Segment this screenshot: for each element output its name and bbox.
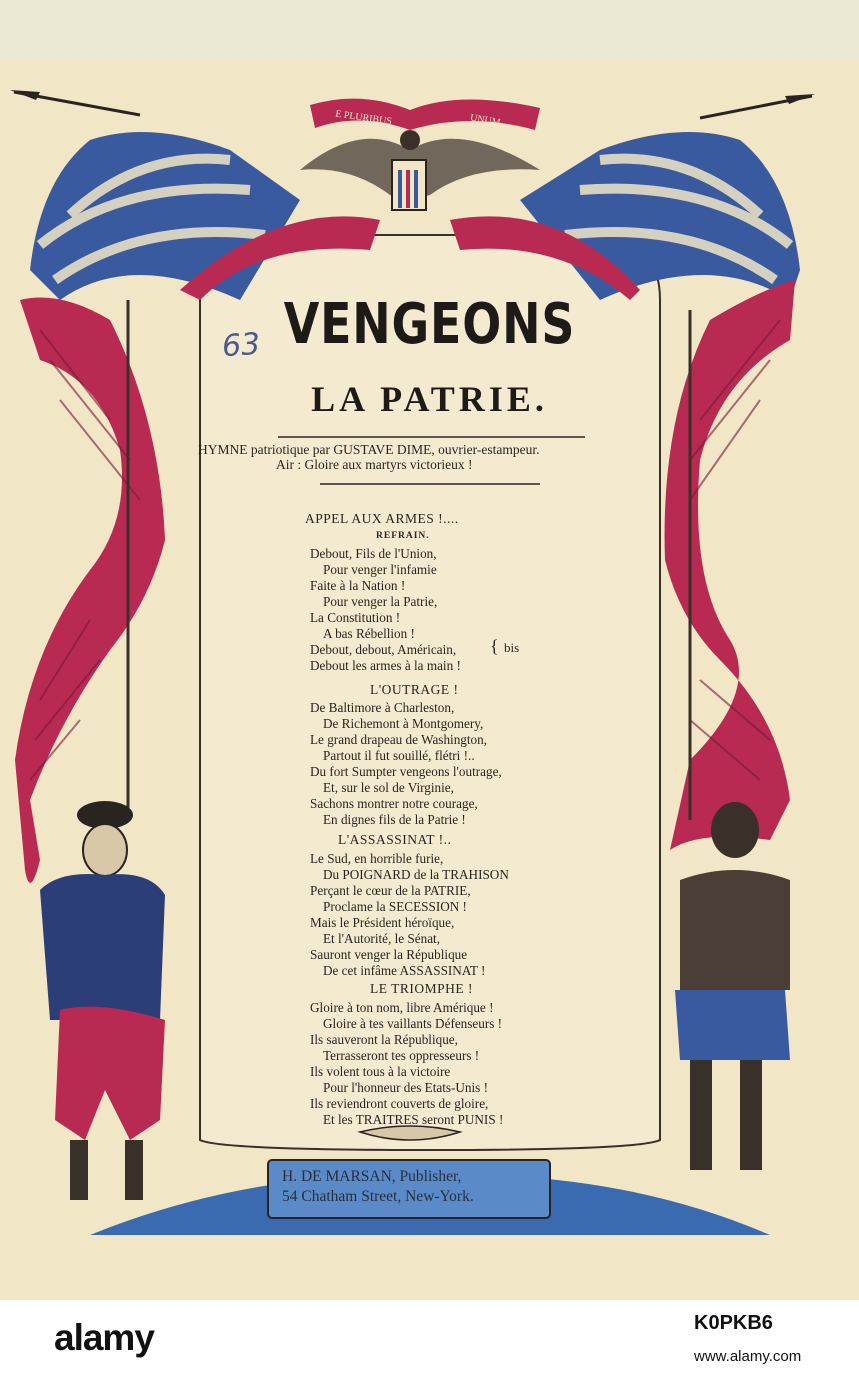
verse-line: Proclame la SECESSION !	[323, 899, 467, 914]
verse-line: Debout les armes à la main !	[310, 658, 461, 673]
verse-line: Sachons montrer notre courage,	[310, 796, 478, 811]
verse-line: En dignes fils de la Patrie !	[323, 812, 466, 827]
handwritten-number: 63	[220, 326, 262, 365]
motto-right: UNUM	[469, 112, 502, 129]
verse-line: Pour venger l'infamie	[323, 562, 437, 577]
verse-line: De Baltimore à Charleston,	[310, 700, 455, 715]
verse-line: Ils volent tous à la victoire	[310, 1064, 451, 1079]
verse-line: A bas Rébellion !	[323, 626, 415, 641]
section-subheading: REFRAIN.	[376, 531, 430, 541]
verse-line: Ils sauveront la République,	[310, 1032, 458, 1047]
verse-line: Debout, debout, Américain,	[310, 642, 457, 657]
publisher-address: 54 Chatham Street, New-York.	[282, 1188, 474, 1205]
section-heading: LE TRIOMPHE !	[370, 981, 473, 996]
verse-line: Sauront venger la République	[310, 947, 468, 962]
publisher-name: H. DE MARSAN, Publisher,	[282, 1168, 462, 1185]
verse-line: Et l'Autorité, le Sénat,	[323, 931, 441, 946]
title-line-1: VENGEONS	[283, 292, 576, 357]
verse-line: Du fort Sumpter vengeons l'outrage,	[310, 764, 502, 779]
verse-line: Perçant le cœur de la PATRIE,	[310, 883, 471, 898]
verse-line: De Richemont à Montgomery,	[323, 716, 484, 731]
verse-line: Ils reviendront couverts de gloire,	[310, 1096, 489, 1111]
verse-line: Et, sur le sol de Virginie,	[323, 780, 454, 795]
section-heading: APPEL AUX ARMES !....	[305, 511, 459, 526]
stock-brand-logo: alamy	[54, 1317, 154, 1358]
paper-stain	[0, 0, 859, 60]
brace-symbol: {	[490, 636, 499, 656]
verse-line: Du POIGNARD de la TRAHISON	[323, 867, 509, 882]
verse-line: Faite à la Nation !	[310, 578, 406, 593]
motto-left: E PLURIBUS	[334, 108, 393, 128]
stock-image-id: K0PKB6	[694, 1312, 773, 1334]
verse-line: De cet infâme ASSASSINAT !	[323, 963, 486, 978]
bis-marker: bis	[504, 640, 520, 655]
verse-line: Gloire à tes vaillants Défenseurs !	[323, 1016, 503, 1031]
title-line-2: LA PATRIE.	[311, 379, 548, 419]
verse-line: Debout, Fils de l'Union,	[310, 546, 437, 561]
stock-site-url: www.alamy.com	[694, 1348, 802, 1365]
air-line: Air : Gloire aux martyrs victorieux !	[276, 457, 473, 472]
verse-line: Et les TRAITRES seront PUNIS !	[323, 1112, 504, 1127]
verse-line: Partout il fut souillé, flétri !..	[323, 748, 475, 763]
verse-line: Mais le Président héroïque,	[310, 915, 455, 930]
section-heading: L'OUTRAGE !	[370, 682, 459, 697]
section-heading: L'ASSASSINAT !..	[338, 832, 452, 847]
subtitle: HYMNE patriotique par GUSTAVE DIME, ouvrier-estampeur.	[198, 442, 540, 457]
verse-line: Gloire à ton nom, libre Amérique !	[310, 1000, 494, 1015]
verse-line: Terrasseront tes oppresseurs !	[323, 1048, 480, 1063]
verse-line: Pour venger la Patrie,	[323, 594, 438, 609]
verse-line: Le Sud, en horrible furie,	[310, 851, 444, 866]
verse-line: La Constitution !	[310, 610, 401, 625]
verse-line: Le grand drapeau de Washington,	[310, 732, 488, 747]
verse-line: Pour l'honneur des Etats-Unis !	[323, 1080, 488, 1095]
